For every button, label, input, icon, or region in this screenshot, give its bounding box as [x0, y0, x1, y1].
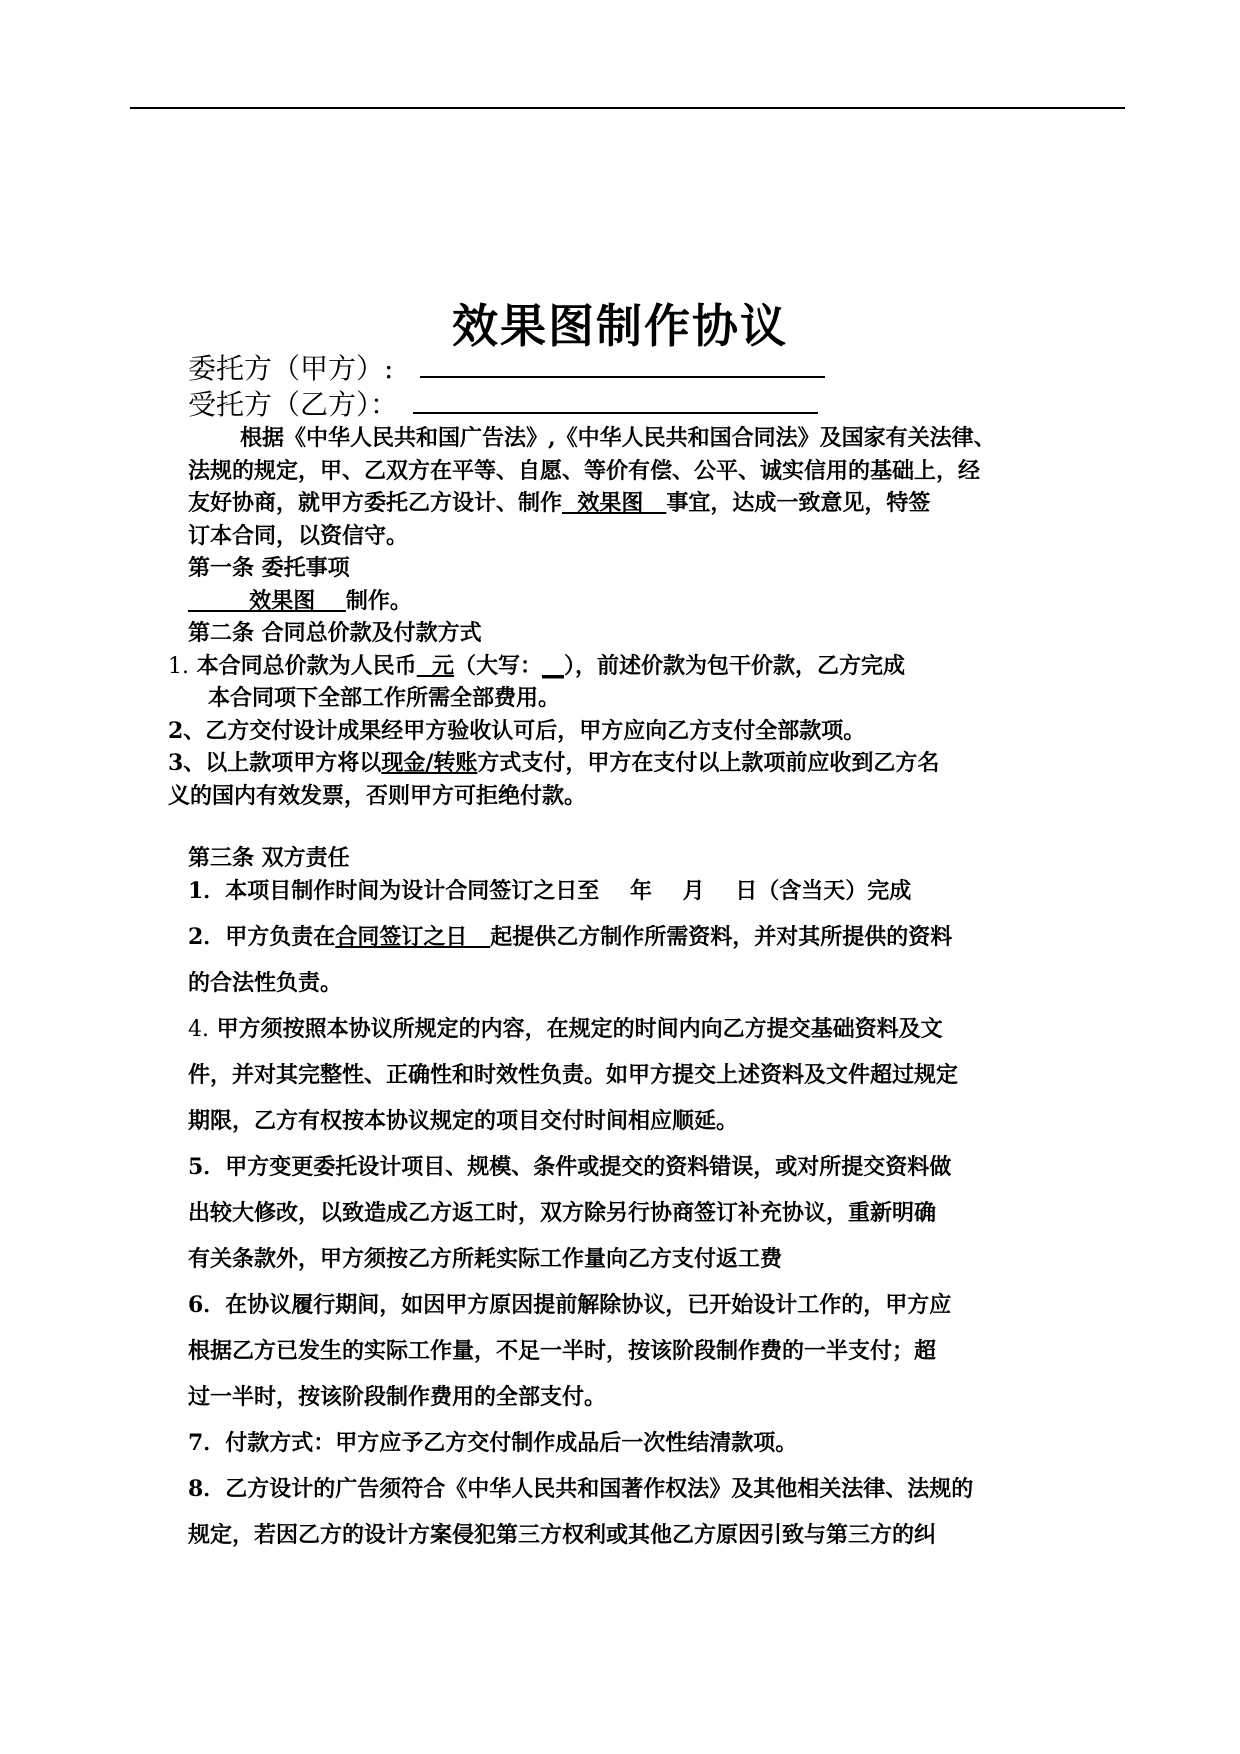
header-rule — [130, 107, 1125, 109]
intro-line-2: 法规的规定，甲、乙双方在平等、自愿、等价有偿、公平、诚实信用的基础上，经 — [188, 458, 981, 484]
article-3-clause-4 — [188, 1014, 943, 1045]
article-3-clause-5-line-3: 有关条款外，甲方须按乙方所耗实际工作量向乙方支付返工费 — [188, 1246, 783, 1272]
party-a-label: 委托方（甲方）: — [188, 352, 394, 385]
article-1-item-text: 制作。 — [345, 588, 412, 614]
clause-2-text-a: 2．甲方负责在 — [188, 924, 336, 950]
clause-3-text-b: 方式支付，甲方在支付以上款项前应收到乙方名 — [477, 750, 940, 776]
party-b-line — [188, 386, 818, 423]
intro-line-3-text-b: 事宜，达成一致意见，特签 — [666, 490, 931, 516]
clause-1-text-b: （大写： — [454, 653, 543, 679]
clause-2-date-underlined: 合同签订之日 — [335, 924, 491, 950]
article-3-clause-4-line-3: 期限，乙方有权按本协议规定的项目交付时间相应顺延。 — [188, 1108, 739, 1134]
article-2-clause-1 — [168, 651, 905, 682]
article-3-clause-7: 7．付款方式：甲方应予乙方交付制作成品后一次性结清款项。 — [188, 1430, 798, 1456]
article-1-heading: 第一条 委托事项 — [188, 555, 350, 581]
clause-1-text-a: 本合同总价款为人民币 — [196, 653, 417, 679]
article-3-clause-5-line-2: 出较大修改，以致造成乙方返工时，双方除另行协商签订补充协议，重新明确 — [188, 1200, 937, 1226]
article-3-clause-6: 6．在协议履行期间，如因甲方原因提前解除协议，已开始设计工作的，甲方应 — [188, 1292, 952, 1318]
article-2-clause-3-cont: 义的国内有效发票，否则甲方可拒绝付款。 — [168, 783, 587, 809]
clause-1-text-c: ），前述价款为包干价款，乙方完成 — [564, 653, 906, 679]
article-1-subject-underlined: 效果图 — [188, 588, 346, 614]
party-a-blank[interactable] — [420, 350, 825, 378]
article-3-clause-4-line-2: 件，并对其完整性、正确性和时效性负责。如甲方提交上述资料及文件超过规定 — [188, 1062, 959, 1088]
price-blank: 元 — [416, 653, 455, 679]
party-b-blank[interactable] — [413, 386, 818, 414]
article-3-clause-6-line-3: 过一半时，按该阶段制作费用的全部支付。 — [188, 1384, 607, 1410]
intro-subject-underlined: 效果图 — [562, 490, 667, 516]
article-2-clause-1-cont: 本合同项下全部工作所需全部费用。 — [208, 685, 561, 711]
article-3-clause-8: 8．乙方设计的广告须符合《中华人民共和国著作权法》及其他相关法律、法规的 — [188, 1476, 974, 1502]
article-3-clause-2 — [188, 922, 952, 952]
clause-3-text-a: 3、以上款项甲方将以 — [168, 750, 382, 776]
payment-method-underlined: 现金/转账 — [381, 750, 478, 776]
article-1-item — [188, 586, 412, 616]
intro-line-3 — [188, 488, 930, 518]
article-3-clause-2-cont: 的合法性负责。 — [188, 970, 343, 996]
clause-2-text-b: 起提供乙方制作所需资料，并对其所提供的资料 — [490, 924, 953, 950]
clause-4-number: 4. — [188, 1017, 209, 1042]
article-3-clause-8-line-2: 规定，若因乙方的设计方案侵犯第三方权利或其他乙方原因引致与第三方的纠 — [188, 1522, 937, 1548]
intro-line-4: 订本合同，以资信守。 — [188, 523, 409, 549]
article-3-clause-6-line-2: 根据乙方已发生的实际工作量，不足一半时，按该阶段制作费的一半支付；超 — [188, 1338, 937, 1364]
intro-line-3-text-a: 友好协商，就甲方委托乙方设计、制作 — [188, 490, 563, 516]
intro-line-1: 根据《中华人民共和国广告法》,《中华人民共和国合同法》及国家有关法律、 — [240, 425, 996, 451]
article-2-clause-3 — [168, 748, 939, 778]
price-words-blank: __ — [542, 653, 565, 679]
party-b-label: 受托方（乙方）： — [188, 388, 399, 421]
article-2-heading: 第二条 合同总价款及付款方式 — [188, 620, 482, 646]
article-3-clause-5: 5．甲方变更委托设计项目、规模、条件或提交的资料错误，或对所提交资料做 — [188, 1154, 952, 1180]
clause-4-text: 甲方须按照本协议所规定的内容，在规定的时间内向乙方提交基础资料及文 — [216, 1016, 943, 1042]
article-3-heading: 第三条 双方责任 — [188, 845, 350, 871]
clause-1-number: 1. — [168, 654, 189, 679]
article-2-clause-2: 2、乙方交付设计成果经甲方验收认可后，甲方应向乙方支付全部款项。 — [168, 718, 866, 744]
article-3-clause-1: 1．本项目制作时间为设计合同签订之日至 年 月 日（含当天）完成 — [188, 878, 912, 904]
document-title: 效果图制作协议 — [452, 299, 788, 353]
party-a-line — [188, 350, 825, 387]
